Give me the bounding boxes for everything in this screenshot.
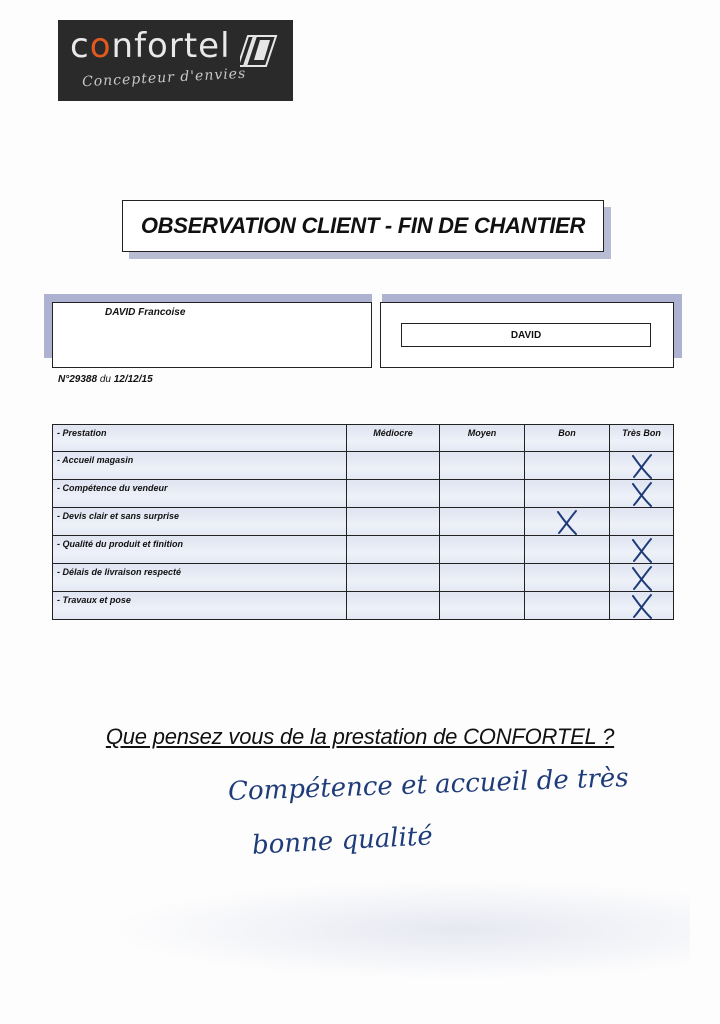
order-date: 12/12/15 — [113, 374, 153, 385]
logo-tagline: Concepteur d'envies — [81, 65, 247, 91]
check-cross-icon — [628, 535, 656, 565]
logo-slash-icon — [240, 30, 282, 72]
check-cross-icon — [628, 451, 656, 481]
table-row — [53, 508, 674, 536]
check-cross-icon — [553, 507, 581, 537]
header-prestation: - Prestation — [53, 425, 347, 452]
order-number: N°29388 — [58, 374, 98, 385]
check-cross-icon — [628, 591, 656, 621]
rating-cell — [525, 480, 610, 508]
row-label: - Devis clair et sans surprise — [53, 508, 347, 536]
client-address-box — [52, 302, 372, 368]
answer-line-2: bonne qualité — [251, 821, 434, 861]
evaluation-table — [52, 424, 674, 620]
rating-cell — [525, 536, 610, 564]
rating-cell — [440, 480, 525, 508]
confortel-logo — [58, 20, 293, 101]
order-reference — [58, 374, 153, 385]
table-row — [53, 564, 674, 592]
check-cross-icon — [628, 563, 656, 593]
table-row — [53, 480, 674, 508]
rating-cell — [440, 592, 525, 620]
table-row — [53, 592, 674, 620]
table-row — [53, 536, 674, 564]
rating-cell — [440, 452, 525, 480]
rating-cell — [610, 564, 674, 592]
rating-cell — [610, 480, 674, 508]
row-label: - Qualité du produit et finition — [53, 536, 347, 564]
rating-cell — [347, 592, 440, 620]
scan-smudge — [110, 880, 690, 980]
header-bon: Bon — [525, 425, 610, 452]
rating-cell — [610, 592, 674, 620]
question-text: Que pensez vous de la prestation de CONFORTEL ? — [105, 724, 615, 749]
rating-cell — [440, 536, 525, 564]
rating-cell — [525, 452, 610, 480]
rating-cell — [525, 592, 610, 620]
row-label: - Compétence du vendeur — [53, 480, 347, 508]
rating-cell — [610, 452, 674, 480]
rating-cell — [525, 564, 610, 592]
rating-cell — [347, 508, 440, 536]
rating-cell — [440, 508, 525, 536]
rating-cell — [525, 508, 610, 536]
page-title: OBSERVATION CLIENT - FIN DE CHANTIER — [140, 213, 586, 238]
row-label: - Délais de livraison respecté — [53, 564, 347, 592]
rating-cell — [347, 480, 440, 508]
rating-cell — [347, 536, 440, 564]
header-moyen: Moyen — [440, 425, 525, 452]
header-mediocre: Médiocre — [347, 425, 440, 452]
header-tres-bon: Très Bon — [610, 425, 674, 452]
client-name-box — [380, 302, 674, 368]
rating-cell — [610, 536, 674, 564]
order-du: du — [99, 374, 111, 385]
rating-cell — [440, 564, 525, 592]
rating-cell — [610, 508, 674, 536]
table-header-row — [53, 425, 674, 452]
rating-cell — [347, 452, 440, 480]
table-row — [53, 452, 674, 480]
client-short-name: DAVID — [401, 323, 651, 347]
row-label: - Accueil magasin — [53, 452, 347, 480]
rating-cell — [347, 564, 440, 592]
answer-line-1: Compétence et accueil de très — [227, 763, 630, 807]
client-full-name: DAVID Francoise — [105, 307, 186, 318]
logo-name: confortel — [70, 26, 231, 66]
check-cross-icon — [628, 479, 656, 509]
row-label: - Travaux et pose — [53, 592, 347, 620]
title-box — [122, 200, 604, 252]
